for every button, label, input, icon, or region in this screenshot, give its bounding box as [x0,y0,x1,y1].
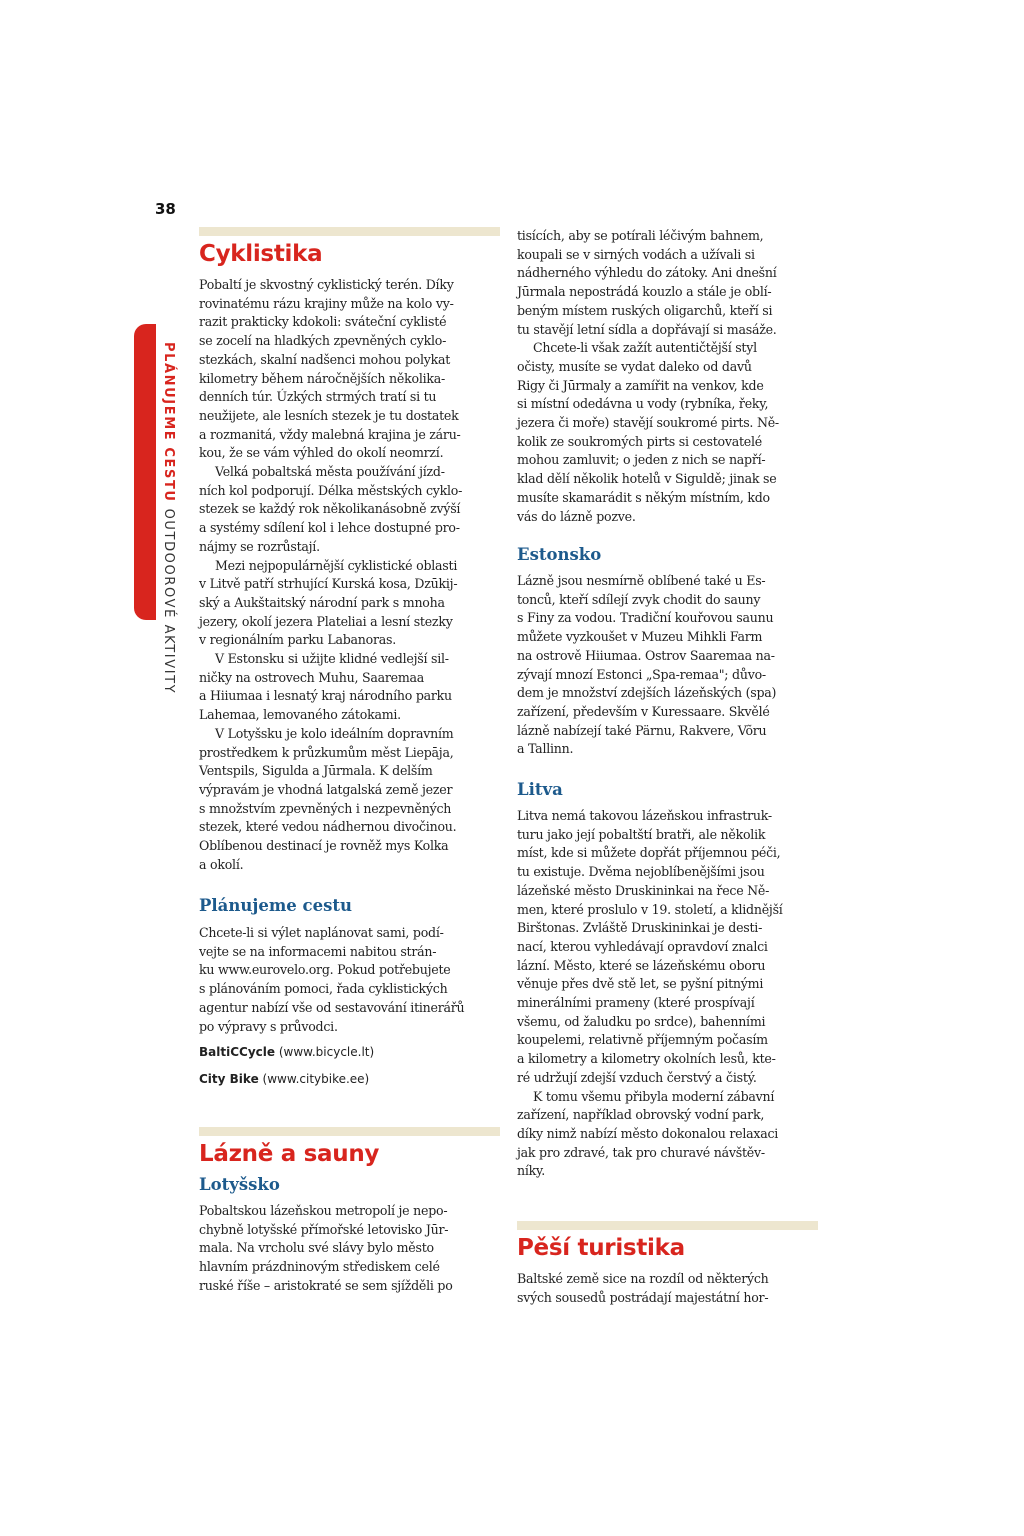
text-line: V Estonsku si užijte klidné vedlejší sil- [215,651,449,667]
section-bar-pesi [517,1221,818,1230]
side-label-strong: PLÁNUJEME CESTU [161,342,176,503]
text-line: mala. Na vrcholu své slávy bylo město [199,1240,434,1256]
text-line: kilometry během náročnějších několika- [199,370,446,386]
reference-entry [199,1072,369,1086]
text-line: zařízení, například obrovský vodní park, [517,1107,765,1123]
pesi-text [517,1270,817,1307]
reference-name: BaltiCCycle [199,1045,276,1059]
text-line: Birštonas. Zvláště Druskininkai je desti- [517,920,763,936]
paragraph [199,463,499,557]
text-line: Oblíbenou destinací je rovněž mys Kolka [199,838,449,854]
section-title-cyklistika: Cyklistika [199,241,323,267]
text-line: a rozmanitá, vždy malebná krajina je záru- [199,426,461,442]
text-line: Lahemaa, lemovaného zátokami. [199,707,401,723]
text-line: s plánováním pomoci, řada cyklistických [199,981,448,997]
text-line: nádherného výhledu do zátoky. Ani dnešní [517,265,777,281]
section-bar-cyklistika [199,227,500,236]
text-line: agentur nabízí vše od sestavování itinerářů [199,999,465,1015]
text-line: Ventspils, Sigulda a Jūrmala. K delším [199,763,433,779]
reference-url: (www.bicycle.lt) [278,1045,375,1059]
text-line: tu existuje. Dvěma nejoblíbenějšími jsou [517,864,765,880]
text-line: tu stavějí letní sídla a dopřávají si masáže. [517,321,777,337]
text-line: po výpravy s průvodci. [199,1018,338,1034]
text-line: věnuje přes dvě stě let, se pyšní pitnými [517,976,764,992]
paragraph [199,924,499,1036]
text-line: nájmy se rozrůstají. [199,538,320,554]
text-line: zývají mnozí Estonci „Spa-remaa"; důvo- [517,666,766,682]
text-line: jezera či moře) stavějí soukromé pirts. Ně- [517,415,779,431]
text-line: výpravám je vhodná latgalská země jezer [199,781,453,797]
subtitle-planujeme-cestu: Plánujeme cestu [199,896,352,915]
text-line: Litva nemá takovou lázeňskou infrastruk- [517,808,772,823]
text-line: Lázně jsou nesmírně oblíbené také u Es- [517,573,766,588]
text-line: Chcete-li však zažít autentičtější styl [533,340,757,356]
text-line: ré udržují zdejší vzduch čerstvý a čistý. [517,1069,757,1085]
text-line: lázeňské město Druskininkai na řece Ně- [517,882,770,898]
paragraph [517,1270,817,1307]
text-line: lázně nabízejí také Pärnu, Rakvere, Võru [517,722,767,738]
text-line: vejte se na informacemi nabitou strán- [199,943,437,959]
text-line: men, které proslulo v 19. století, a klidnější [517,901,783,917]
text-line: K tomu všemu přibyla moderní zábavní [533,1088,775,1104]
reference-name: City Bike [199,1072,259,1086]
estonsko-text [517,572,817,759]
section-title-pesi-turistika: Pěší turistika [517,1235,685,1261]
text-line: dem je množství zdejších lázeňských (spa) [517,685,777,701]
text-line: tisících, aby se potírali léčivým bahnem, [517,228,764,243]
text-line: Baltské země sice na rozdíl od některých [517,1271,769,1286]
text-line: si místní odedávna u vody (rybníka, řeky, [517,396,769,412]
text-line: Rigy či Jūrmaly a zamířit na venkov, kde [517,377,764,393]
subtitle-lotyssko: Lotyšsko [199,1175,280,1194]
text-line: díky nimž nabízí město dokonalou relaxaci [517,1125,779,1141]
lazne-text [199,1202,499,1296]
text-line: s Finy za vodou. Tradiční kouřovou saunu [517,610,774,626]
text-line: níky. [517,1163,545,1179]
text-line: jak pro zdravé, tak pro churavé návštěv- [517,1144,765,1160]
text-line: neužijete, ale lesních stezek je tu dostatek [199,407,459,423]
subtitle-estonsko: Estonsko [517,545,602,564]
text-line: klad dělí několik hotelů v Siguldě; jinak se [517,471,777,487]
text-line: Velká pobaltská města používání jízd- [215,464,445,480]
text-line: na ostrově Hiiumaa. Ostrov Saaremaa na- [517,647,775,663]
text-line: vás do lázně pozve. [517,508,636,524]
text-line: koupelemi, relativně příjemným počasím [517,1032,768,1048]
reference-entry [199,1045,374,1059]
paragraph [199,1202,499,1296]
text-line: chybně lotyšské přímořské letovisko Jūr- [199,1221,449,1237]
text-line: ruské říše – aristokraté se sem sjížděli po [199,1277,453,1293]
lazne-continued-text [517,227,817,526]
paragraph [517,572,817,759]
text-line: stezek, které vedou nádhernou divočinou. [199,819,457,835]
text-line: lázní. Město, které se lázeňskému oboru [517,957,766,973]
text-line: svých sousedů postrádají majestátní hor- [517,1289,769,1305]
text-line: stezek se každý rok několikanásobně zvýší [199,501,461,517]
chapter-side-label [161,342,176,694]
paragraph [517,807,817,1088]
text-line: nací, kterou vyhledávají opravdoví znalci [517,938,768,954]
text-line: kou, že se vám výhled do okolí neomrzí. [199,445,444,461]
text-line: míst, kde si můžete dopřát příjemnou péči, [517,845,781,861]
cyklistika-text [199,276,499,875]
text-line: a systémy sdílení kol i lehce dostupné pro- [199,520,460,536]
text-line: můžete vyzkoušet v Muzeu Mihkli Farm [517,629,763,645]
text-line: ničky na ostrovech Muhu, Saaremaa [199,669,425,685]
paragraph [199,650,499,725]
text-line: musíte skamarádit s někým místním, kdo [517,489,770,505]
paragraph [199,725,499,875]
text-line: minerálními prameny (které prospívají [517,995,755,1011]
text-line: denních túr. Úzkých strmých tratí si tu [199,389,437,405]
planujeme-text [199,924,499,1036]
paragraph [517,227,817,339]
text-line: V Lotyšsku je kolo ideálním dopravním [215,725,454,741]
text-line: a Tallinn. [517,741,574,757]
text-line: zařízení, především v Kuressaare. Skvělé [517,703,770,719]
paragraph [199,276,499,463]
subtitle-litva: Litva [517,780,563,799]
reference-url: (www.citybike.ee) [262,1072,370,1086]
text-line: se zocelí na hladkých zpevněných cyklo- [199,333,447,349]
text-line: v regionálním parku Labanoras. [199,632,396,648]
text-line: a kilometry a kilometry okolních lesů, kte- [517,1051,776,1067]
text-line: hlavním prázdninovým střediskem celé [199,1259,440,1275]
page-number: 38 [155,200,176,218]
text-line: Pobaltskou lázeňskou metropolí je nepo- [199,1203,448,1218]
text-line: Chcete-li si výlet naplánovat sami, podí- [199,925,444,940]
text-line: stezkách, skalní nadšenci mohou polykat [199,351,451,367]
paragraph [517,339,817,526]
text-line: tonců, kteří sdílejí zvyk chodit do sauny [517,591,761,607]
text-line: s množstvím zpevněných i nezpevněných [199,800,452,816]
litva-text [517,807,817,1181]
text-line: beným místem ruských oligarchů, kteří si [517,302,773,318]
text-line: mohou zamluvit; o jeden z nich se napří- [517,452,766,468]
paragraph [199,557,499,651]
text-line: ský a Aukštaitský národní park s mnoha [199,594,445,610]
text-line: rovinatému rázu krajiny může na kolo vy- [199,295,454,311]
text-line: turu jako její pobaltští bratři, ale několik [517,826,766,842]
text-line: a Hiiumaa i lesnatý kraj národního parku [199,688,452,704]
text-line: prostředkem k průzkumům měst Liepāja, [199,744,454,760]
text-line: očisty, musíte se vydat daleko od davů [517,358,752,374]
text-line: a okolí. [199,856,244,872]
text-line: razit prakticky kdokoli: sváteční cyklisté [199,314,447,330]
section-title-lazne-a-sauny: Lázně a sauny [199,1141,380,1167]
paragraph [517,1088,817,1182]
side-label-light: OUTDOOROVÉ AKTIVITY [161,508,176,695]
text-line: jezery, okolí jezera Plateliai a lesní stezky [199,613,453,629]
section-bar-lazne [199,1127,500,1136]
text-line: Jūrmala nepostrádá kouzlo a stále je oblí- [517,284,772,300]
text-line: v Litvě patří strhující Kurská kosa, Dzūkij- [199,576,458,592]
text-line: Pobaltí je skvostný cyklistický terén. Díky [199,277,454,292]
text-line: Mezi nejpopulárnější cyklistické oblasti [215,557,458,573]
text-line: všemu, od žaludku po srdce), bahenními [517,1013,766,1029]
text-line: ních kol podporují. Délka městských cyklo- [199,482,463,498]
text-line: kolik ze soukromých pirts si cestovatelé [517,433,762,449]
text-line: koupali se v sirných vodách a užívali si [517,246,755,262]
chapter-tab [134,324,156,620]
text-line: ku www.eurovelo.org. Pokud potřebujete [199,962,451,978]
